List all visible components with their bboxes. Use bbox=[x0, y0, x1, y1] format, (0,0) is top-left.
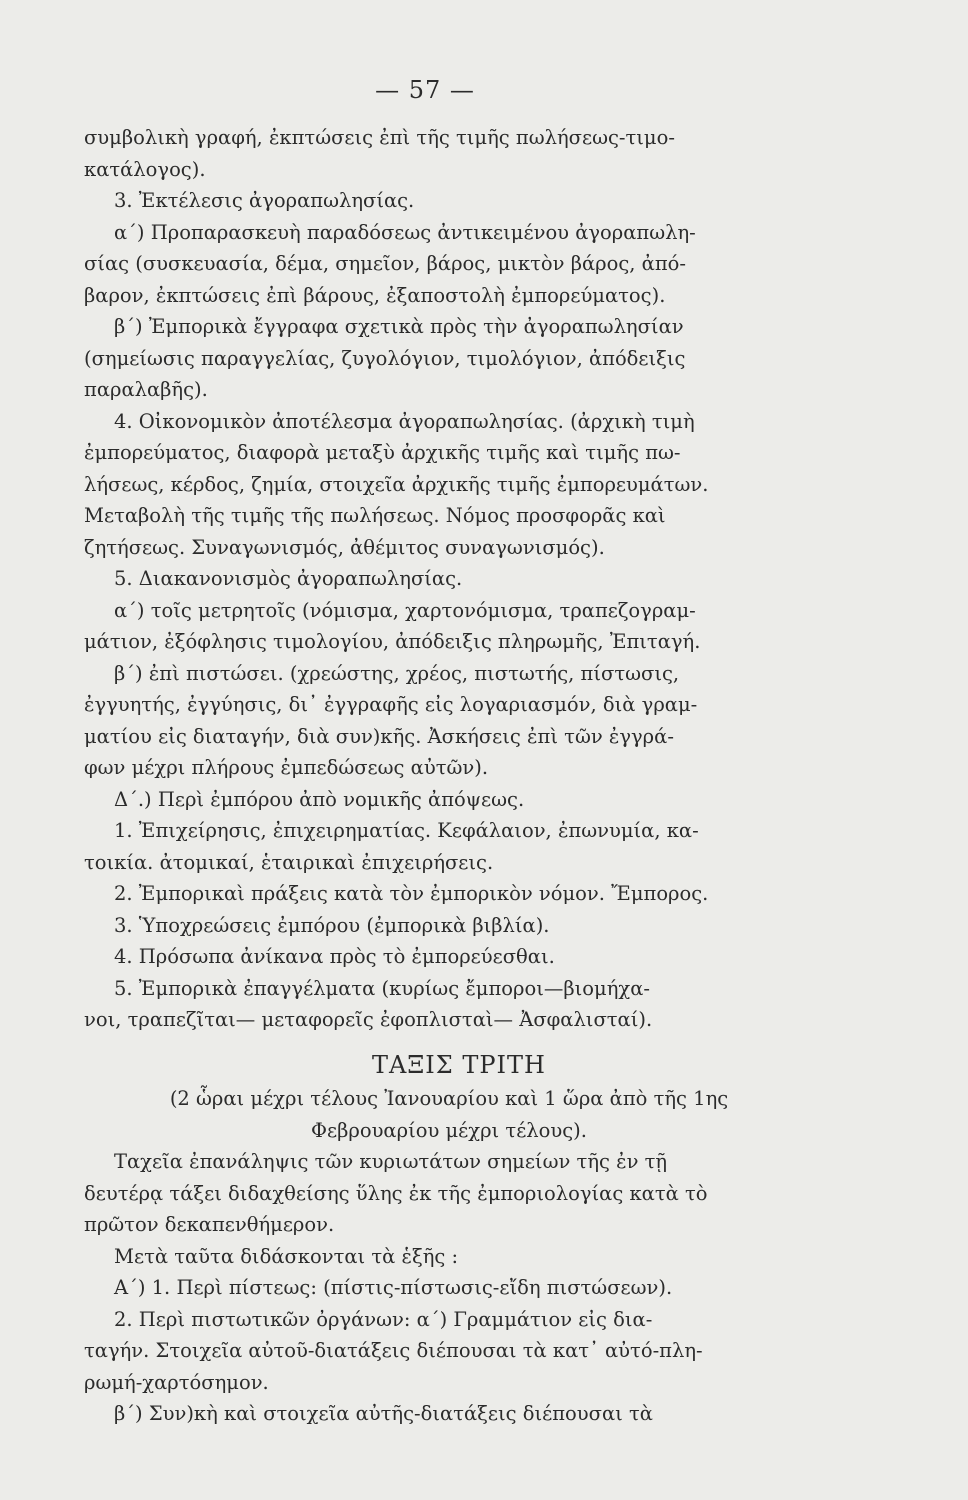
text-line: κατάλογος). bbox=[84, 157, 206, 181]
text-line: μάτιον, ἐξόφλησις τιμολογίου, ἀπόδειξις πληρωμῆς, Ἐπιταγή. bbox=[84, 630, 701, 653]
page-number: — 57 — bbox=[375, 76, 475, 104]
text-line: 4. Οἰκονομικὸν ἀποτέλεσμα ἀγοραπωλησίας. (ἀρχικὴ τιμὴ bbox=[114, 409, 695, 433]
text-line: Δ΄.) Περὶ ἐμπόρου ἀπὸ νομικῆς ἀπόψεως. bbox=[114, 787, 525, 811]
schedule-line: (2 ὧραι μέχρι τέλους Ἰανουαρίου καὶ 1 ὥρα ἀπὸ τῆς 1ης bbox=[169, 1087, 729, 1110]
text-line: ρωμή-χαρτόσημον. bbox=[84, 1370, 269, 1394]
text-line: ζητήσεως. Συναγωνισμός, ἀθέμιτος συναγωνισμός). bbox=[84, 535, 605, 559]
text-line: 5. Διακανονισμὸς ἀγοραπωλησίας. bbox=[114, 567, 463, 590]
text-line: Ταχεῖα ἐπανάληψις τῶν κυριωτάτων σημείων τῆς ἐν τῇ bbox=[114, 1150, 668, 1173]
text-line: παραλαβῆς). bbox=[84, 378, 208, 401]
text-line: 5. Ἐμπορικὰ ἐπαγγέλματα (κυρίως ἔμποροι—βιομήχα- bbox=[114, 976, 650, 1000]
text-line: συμβολικὴ γραφή, ἐκπτώσεις ἐπὶ τῆς τιμῆς πωλήσεως-τιμο- bbox=[84, 126, 675, 149]
schedule-line: Φεβρουαρίου μέχρι τέλους). bbox=[311, 1118, 587, 1142]
text-line: τοικία. ἀτομικαί, ἑταιρικαὶ ἐπιχειρήσεις. bbox=[84, 850, 494, 874]
text-line: νοι, τραπεζῖται— μεταφορεῖς ἐφοπλισταὶ— Ἀσφαλισταί). bbox=[84, 1008, 653, 1031]
text-line: Μετὰ ταῦτα διδάσκονται τὰ ἑξῆς : bbox=[114, 1244, 459, 1268]
text-line: α΄) τοῖς μετρητοῖς (νόμισμα, χαρτονόμισμα, τραπεζογραμ- bbox=[114, 598, 696, 622]
text-line: 3. Ἐκτέλεσις ἀγοραπωλησίας. bbox=[114, 189, 415, 212]
text-block-2 bbox=[84, 1146, 774, 1430]
text-line: β΄) ἐπὶ πιστώσει. (χρεώστης, χρέος, πιστωτής, πίστωσις, bbox=[114, 661, 680, 685]
text-line: 3. Ὑποχρεώσεις ἐμπόρου (ἐμπορικὰ βιβλία). bbox=[114, 913, 550, 937]
text-line: ματίου εἰς διαταγήν, διὰ συν)κῆς. Ἀσκήσεις ἐπὶ τῶν ἐγγρά- bbox=[84, 724, 674, 748]
text-line: Μεταβολὴ τῆς τιμῆς τῆς πωλήσεως. Νόμος προσφορᾶς καὶ bbox=[84, 504, 666, 527]
text-line: λήσεως, κέρδος, ζημία, στοιχεῖα ἀρχικῆς τιμῆς ἐμπορευμάτων. bbox=[84, 472, 709, 496]
text-line: α΄) Προπαρασκευὴ παραδόσεως ἀντικειμένου ἀγοραπωλη- bbox=[114, 220, 696, 244]
text-block-1 bbox=[84, 122, 774, 1036]
text-line: β΄) Ἐμπορικὰ ἔγγραφα σχετικὰ πρὸς τὴν ἀγοραπωλησίαν bbox=[114, 315, 684, 338]
text-line: 1. Ἐπιχείρησις, ἐπιχειρηματίας. Κεφάλαιον, ἐπωνυμία, κα- bbox=[114, 819, 699, 842]
section-heading: ΤΑΞΙΣ ΤΡΙΤΗ bbox=[372, 1050, 546, 1079]
body-text bbox=[84, 122, 774, 1430]
text-line: Α΄) 1. Περὶ πίστεως: (πίστις-πίστωσις-εἴδη πιστώσεων). bbox=[114, 1276, 673, 1299]
text-line: ἐγγυητής, ἐγγύησις, δι᾽ ἐγγραφῆς εἰς λογαριασμόν, διὰ γραμ- bbox=[84, 693, 698, 716]
text-line: ἐμπορεύματος, διαφορὰ μεταξὺ ἀρχικῆς τιμῆς καὶ τιμῆς πω- bbox=[84, 441, 681, 464]
text-line: σίας (συσκευασία, δέμα, σημεῖον, βάρος, μικτὸν βάρος, ἀπό- bbox=[84, 252, 686, 275]
text-line: 2. Περὶ πιστωτικῶν ὀργάνων: α΄) Γραμμάτιον εἰς δια- bbox=[114, 1307, 653, 1331]
text-line: φων μέχρι πλήρους ἐμπεδώσεως αὐτῶν). bbox=[84, 756, 489, 779]
text-line: β΄) Συν)κὴ καὶ στοιχεῖα αὐτῆς-διατάξεις διέπουσαι τὰ bbox=[114, 1402, 653, 1425]
text-line: πρῶτον δεκαπενθήμερον. bbox=[84, 1213, 335, 1236]
text-line: 2. Ἐμπορικαὶ πράξεις κατὰ τὸν ἐμπορικὸν νόμον. Ἔμπορος. bbox=[114, 882, 709, 905]
text-line: ταγήν. Στοιχεῖα αὐτοῦ-διατάξεις διέπουσαι τὰ κατ᾽ αὐτό-πλη- bbox=[84, 1339, 703, 1362]
text-line: (σημείωσις παραγγελίας, ζυγολόγιον, τιμολόγιον, ἀπόδειξις bbox=[84, 346, 686, 370]
text-line: 4. Πρόσωπα ἀνίκανα πρὸς τὸ ἐμπορεύεσθαι. bbox=[114, 945, 555, 968]
text-line: δευτέρᾳ τάξει διδαχθείσης ὕλης ἐκ τῆς ἐμποριολογίας κατὰ τὸ bbox=[84, 1181, 708, 1205]
text-line: βαρον, ἐκπτώσεις ἐπὶ βάρους, ἐξαποστολὴ ἐμπορεύματος). bbox=[84, 283, 666, 307]
